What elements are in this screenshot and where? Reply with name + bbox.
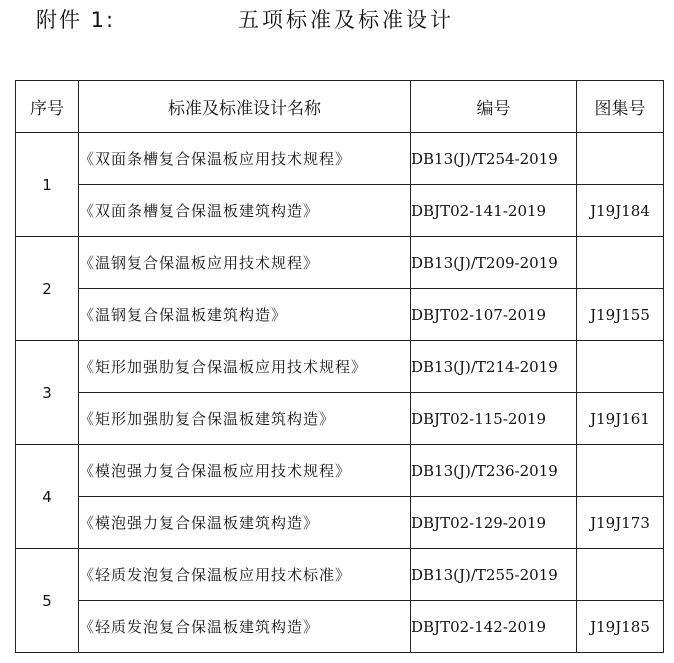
atlas-number-cell: J19J161 xyxy=(577,393,664,445)
standard-code-cell: DB13(J)/T254-2019 xyxy=(411,133,577,185)
atlas-number-cell xyxy=(577,237,664,289)
standard-code-cell: DB13(J)/T255-2019 xyxy=(411,549,577,601)
page-title: 五项标准及标准设计 xyxy=(238,8,454,32)
seq-cell: 2 xyxy=(16,237,79,341)
standard-code-cell: DBJT02-115-2019 xyxy=(411,393,577,445)
atlas-number-cell xyxy=(577,445,664,497)
atlas-number-cell xyxy=(577,133,664,185)
standard-name-cell: 《温钢复合保温板建筑构造》 xyxy=(79,289,411,341)
attachment-label: 附件 1: xyxy=(36,8,116,32)
column-header-code: 编号 xyxy=(411,81,577,133)
standard-name-cell: 《矩形加强肋复合保温板应用技术规程》 xyxy=(79,341,411,393)
standard-name-cell: 《双面条槽复合保温板建筑构造》 xyxy=(79,185,411,237)
standard-code-cell: DBJT02-107-2019 xyxy=(411,289,577,341)
standard-name-cell: 《温钢复合保温板应用技术规程》 xyxy=(79,237,411,289)
standard-name-cell: 《轻质发泡复合保温板应用技术标准》 xyxy=(79,549,411,601)
table-row xyxy=(16,549,664,601)
atlas-number-cell: J19J155 xyxy=(577,289,664,341)
standard-code-cell: DB13(J)/T209-2019 xyxy=(411,237,577,289)
table-row xyxy=(16,497,664,549)
table-row xyxy=(16,289,664,341)
table-row xyxy=(16,237,664,289)
atlas-number-cell: J19J185 xyxy=(577,601,664,653)
atlas-number-cell xyxy=(577,549,664,601)
standard-code-cell: DBJT02-142-2019 xyxy=(411,601,577,653)
seq-cell: 3 xyxy=(16,341,79,445)
table-row xyxy=(16,601,664,653)
table-row xyxy=(16,393,664,445)
seq-cell: 4 xyxy=(16,445,79,549)
table-row xyxy=(16,445,664,497)
column-header-seq: 序号 xyxy=(16,81,79,133)
standard-name-cell: 《轻质发泡复合保温板建筑构造》 xyxy=(79,601,411,653)
table-header-row xyxy=(16,81,664,133)
standard-code-cell: DBJT02-129-2019 xyxy=(411,497,577,549)
atlas-number-cell: J19J184 xyxy=(577,185,664,237)
table-row xyxy=(16,185,664,237)
table-row xyxy=(16,341,664,393)
standard-code-cell: DB13(J)/T214-2019 xyxy=(411,341,577,393)
standard-name-cell: 《矩形加强肋复合保温板建筑构造》 xyxy=(79,393,411,445)
seq-cell: 5 xyxy=(16,549,79,653)
standard-code-cell: DBJT02-141-2019 xyxy=(411,185,577,237)
standard-name-cell: 《模泡强力复合保温板应用技术规程》 xyxy=(79,445,411,497)
column-header-name: 标准及标准设计名称 xyxy=(79,81,411,133)
table-row xyxy=(16,133,664,185)
atlas-number-cell xyxy=(577,341,664,393)
standards-table xyxy=(15,80,664,653)
atlas-number-cell: J19J173 xyxy=(577,497,664,549)
standard-name-cell: 《模泡强力复合保温板建筑构造》 xyxy=(79,497,411,549)
standard-name-cell: 《双面条槽复合保温板应用技术规程》 xyxy=(79,133,411,185)
seq-cell: 1 xyxy=(16,133,79,237)
column-header-atlas: 图集号 xyxy=(577,81,664,133)
standard-code-cell: DB13(J)/T236-2019 xyxy=(411,445,577,497)
page-header xyxy=(0,0,674,40)
